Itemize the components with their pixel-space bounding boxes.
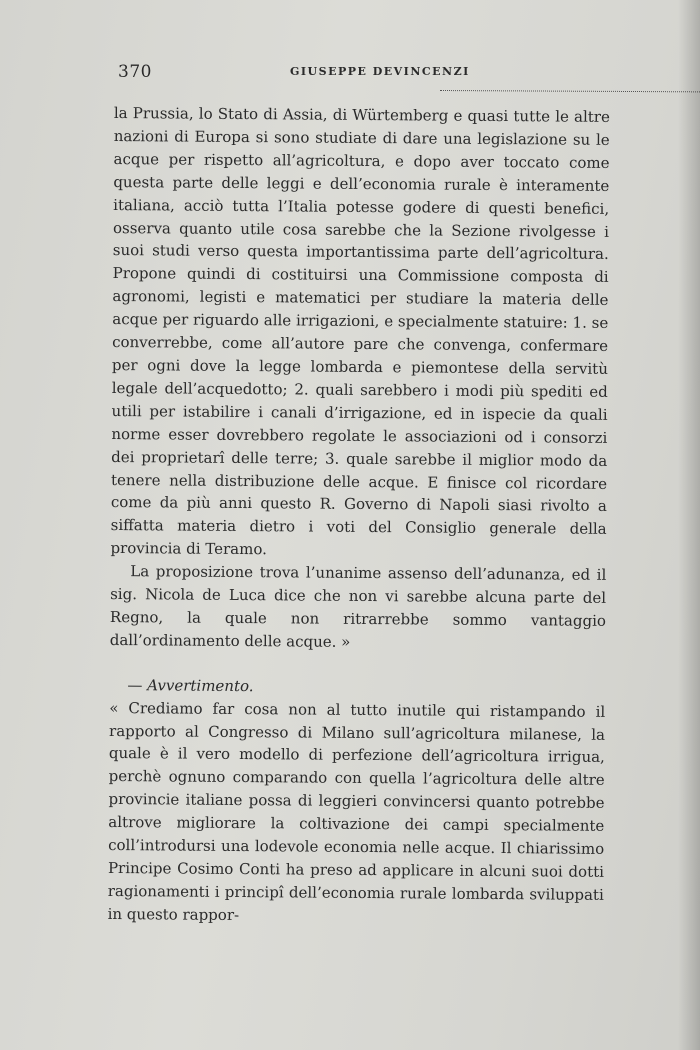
paragraph-2: La proposizione trova l’unanime assenso dell’adunanza, ed il sig. Nicola de Luca dice che non vi sarebbe alcuna parte del Regno, la quale non ritrarrebbe sommo vantaggio dall’ordinamento delle acque. » [109,562,607,651]
paragraph-1: la Prussia, lo Stato di Assia, di Würtemberg e quasi tutte le altre nazioni di Europa si sono studiate di dare una legislazione su le acque per rispetto all’agricoltura, e dopo aver toccato come questa parte delle leggi e dell’economia rurale è interamente italiana, acciò tutta l’Italia potesse godere di questi benefici, osserva quanto utile cosa sarebbe che la Sezione rivolgesse i suoi studi verso questa importantissima parte dell’agricoltura. Propone quindi di costituirsi una Commissione composta di agronomi, legisti e matematici per studiare la materia delle acque per riguardo alle irrigazioni, e specialmente statuire: 1. se converrebbe, come all’autore pare che convenga, confermare per ogni dove la legge lombarda e piemontese della servitù legale dell’acquedotto; 2. quali sarebbero i modi più spediti ed utili per istabilire i canali d’irrigazione, ed in ispecie da quali norme esser dovrebbero regolate le associazioni od i consorzi dei proprietarî delle terre; 3. quale sarebbe il miglior modo da tenere nella distribuzione delle acque. E finisce col ricordare come da più anni questo R. Governo di Napoli siasi rivolto a siffatta materia dietro i voti del Consiglio generale della provincia di Teramo. [110,103,610,559]
quoted-paragraph: « Crediamo far cosa non al tutto inutile qui ristampando il rapporto al Congresso di Milano sull’agricoltura milanese, la quale è il vero modello di perfezione dell’agricoltura irrigua, perchè ognuno comparando con quella l’agricoltura delle altre provincie italiane possa di leggieri convincersi quanto potrebbe altrove migliorare la coltivazione dei campi specialmente coll’introdursi una lodevole economia nelle acque. Il chiarissimo Principe Cosimo Conti ha preso ad applicare in alcuni suoi dotti ragionamenti i principî dell’economia rurale lombarda sviluppati in questo rappor- [107,698,606,924]
body-text [108,102,610,930]
running-head: GIUSEPPE DEVINCENZI [290,65,470,78]
page-number: 370 [118,62,152,82]
page-header [118,62,608,96]
header-rule [440,90,700,92]
section-title: Avvertimento. [147,676,254,695]
section-dash: — [127,675,143,694]
section-heading [127,674,605,701]
